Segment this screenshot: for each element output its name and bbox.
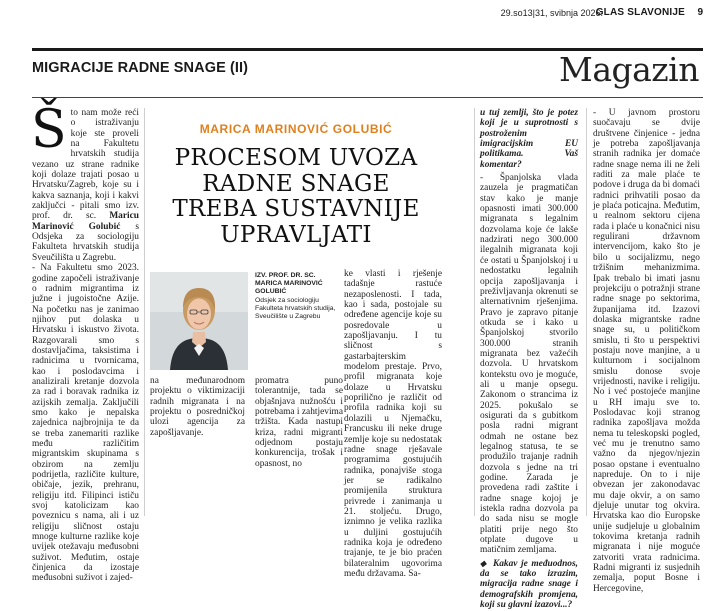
headline-line: TREBA SUSTAVNIJE [172,196,420,222]
photo-caption [255,272,343,321]
caption-role: Odsjek za sociologiju Fakulteta hrvatskih studija, Sveučilište u Zagrebu [255,296,336,321]
interview-question-text: Kakav je međuodnos, da se tako izrazim, migracija radne snage i demografskih promjena, koji su glavni izazovi...? [480,558,578,611]
article-column-5 [480,108,578,611]
interview-question-2 [480,559,578,611]
question-bullet-icon: ◆ [480,558,488,568]
interviewee-name: Maricu Marinović Golubić [32,211,139,232]
interview-answer: - Španjolska vlada zauzela je pragmatičan stav kako je manje opasnosti imati 300.000 migranata s legalnim dozvolama koje će lakše nadzirati nego 300.000 ilegalnih migranata koji će ostati u Španjolskoj i u nedostatku legalnih opcija zapošljavanja i preživljavanja okrenuti se alternativnim rješenjima. Pravo je zapravo pitanje otkuda se i kako u Španjolskoj stvorilo 300.000 stranih migranata bez važećih dozvola. U hrvatskom kontekstu ovo je moguće, ali u manje opsegu. Zakonom o strancima iz 2025. pokušalo se osigurati da s gubitkom posla radni migrant odmah ne ostane bez legalnog statusa, te se produžilo trajanje radnih dozvola s jedne na tri godine. Zarada je provedena radi zaštite i radne snage kojoj je istekla radna dozvola pa do sada nisu se mogle platiti prije nego što otplate dugove u matičnim zemljama. [480,173,578,556]
page-number: 9 [697,7,703,18]
section-rule [32,97,703,98]
headline-line: UPRAVLJATI [220,221,372,248]
article-column-3: promatra puno tolerantnije, tada se objašnjava nužnošću i potrebama i zahtjevima tržišta. Kada nastupi kriza, radni migranti odjednom postaju konkurencija, trošak i opasnost, no [255,376,343,469]
lead-text-end: s Odsjeka za sociologiju Fakulteta hrvatskih studija Sveučilišta u Zagrebu. [32,221,139,263]
column-divider [586,108,587,516]
newspaper-name: GLAS SLAVONIJE [595,7,685,18]
headline [150,146,442,248]
article-column-4: ke vlasti i rješenje tadašnje rastuće nezaposlenosti. I tada, kao i sada, postojale su određene agencije koje su posredovale u zapošljavanju. I tu sličnost s gastarbajterskim modelom prestaje. Prvo, profil migranata koje dolaze u Hrvatsku poprilično je različit od profila radnika koji su dolazili u Njemačku, Francusku ili neke druge zemlje koje su nedostatak radne snage rješavale programima gostujućih radnika, ponajviše stoga jer se radikalno promijenila struktura privrede i zanimanja u 21. stoljeću. Drugo, iznimno je velika razlika u duljini gostujućih radnika koja je određeno trajanje, te je bio praćen bilateralnim ugovorima među državama. Sa- [344,269,442,579]
portrait-image [150,272,248,370]
article-column-1 [31,100,139,584]
section-title: Magazin [559,50,699,89]
column-divider [474,108,475,516]
body-text: - Na Fakultetu smo 2023. godine započeli istraživanje o radnim migrantima iz južne i jugoistočne Azije. Na početku nas je zanimao njihov put dolaska u Hrvatsku i iskustvo života. Razgovarali smo s dostavljačima, taksistima i radnicima u tvornicama, kao i poslodavcima i analizirali kretanje dozvola za rad i boravak radnika iz azijskih zemalja. Zaključili smo kako je nepalska zajednica najbrojnija te da se treba zanemariti razlike među različitim migrantskim skupinama s obzirom na zemlju podrijetla, različite kulture, običaje, jezik, prehranu, religiju itd. Filipinci ističu svoj katolicizam kao poveznicu s nama, ali i uz religiju sličnost ostaju mnoge kulturne razlike koje uvijek otežavaju međusobni suživot. Međutim, ostaje činjenica da izostaje međusobni suživot i zajed- [32,263,139,584]
issue-date: 29.so13|31, svibnja 2026. [500,8,603,18]
author-byline: MARICA MARINOVIĆ GOLUBIĆ [199,122,393,136]
article-column-6: - U javnom prostoru suočavaju se dvije društvene činjenice - jedna je potreba zapošljavanja stranih radnika jer domaće radne snage nema ili ne želi raditi za male plaće te podove i druga da bi domaći radnici prihvatili posao da je plaća poticajna. Međutim, u realnom sektoru cijena rada i plaće u konačnici nisu regulirani državnom intervencijom, kako što je bilo u socijalizmu, nego tržišnim mehanizmima. Ipak trebalo bi imati jasnu projekciju o potražnji strane radne snage po sektorima, županijama itd. Izazovi dolaska migrantske radne snage su, u političkom smislu, ti što u perspektivi postaju nove manjine, a u kulturnom i socijalnom smislu donose svoje vrijednosti, navike i religiju. No i već postojeće manjine u RH imaju sve to. Poslodavac koji stranog radnika zapošljava možda nema tu teleskopski pogled, već mu je trenutno samo važno da njegov/njezin posao opstane i eventualno napreduje. On to i nije obvezan jer zakonodavac mu daje okvir, a on samo djeluje unutar tog okvira. Hrvatska kao dio Europske unije sudjeluje u globalnim tokovima kretanja radnih migranata i nije moguće zatvoriti vrata radnicima. Radni migranti iz susjednih zemalja, poput Bosne i Hercegovine, [593,108,701,594]
article-column-2: na međunarodnom projektu o viktimizaciji radnih migranata i na projektu o posredničkoj ulozi agencija za zapošljavanje. [150,376,245,438]
lead-text: to nam može reći o istraživanju koje ste proveli na Fakultetu hrvatskih studija vezano uz strane radnike koji dolaze trajati posao u Hrvatsku/Zagreb, koje su i kakva saznanja, koji i kakvi zaključci - pitali smo izv. prof. dr. sc. [32,108,139,222]
caption-name: IZV. PROF. DR. SC. MARICA MARINOVIĆ GOLUBIĆ [255,272,323,296]
drop-cap: Š [31,100,67,160]
interview-question: u tuj zemlji, što je potez koji je u suprotnosti s postroženim imigracijskim EU politikama. Vaš komentar? [480,108,578,170]
series-title: MIGRACIJE RADNE SNAGE (II) [32,60,249,76]
column-divider [144,108,145,516]
page-header [0,0,713,28]
headline-line: PROCESOM UVOZA [174,145,418,171]
headline-line: RADNE SNAGE [202,170,390,197]
author-portrait-photo [150,272,248,370]
